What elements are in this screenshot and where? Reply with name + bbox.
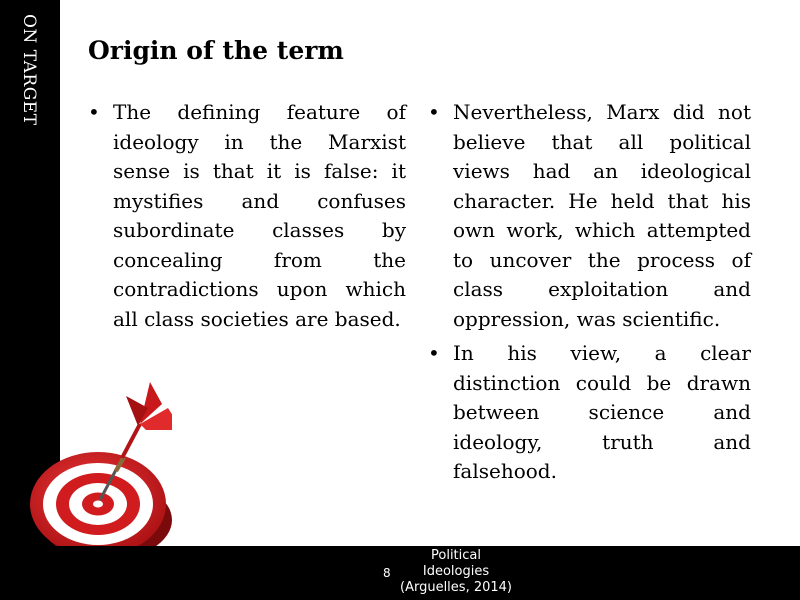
bullet-item [428, 339, 751, 487]
footer-line: Ideologies [422, 564, 490, 579]
slide-title: Origin of the term [88, 36, 344, 65]
right-column [428, 98, 751, 492]
bullet-text: The defining feature of ideology in the Marxist sense is that it is false: it mystifies and confuses subordinate classes by concealing from the contradictions upon which all class societies are based. [113, 100, 406, 331]
bullet-marker: • [428, 341, 440, 365]
bullet-marker: • [88, 100, 100, 124]
target-board [30, 452, 172, 558]
footer-line: Political [431, 548, 481, 563]
footer-bar [0, 546, 800, 600]
bullet-item [428, 98, 751, 334]
sidebar-label: ON TARGET [19, 14, 39, 126]
dart-target-icon [22, 378, 172, 558]
bullet-text: In his view, a clear distinction could be drawn between science and ideology, truth and falsehood. [453, 341, 751, 483]
left-column [88, 98, 406, 339]
page-number: 8 [383, 566, 391, 580]
bullet-text: Nevertheless, Marx did not believe that all political views had an ideological character. He held that his own work, which attempted to uncover the process of class exploitation and oppression, was scientific. [453, 100, 751, 331]
bullet-item [88, 98, 406, 334]
bullet-marker: • [428, 100, 440, 124]
footer-line: (Arguelles, 2014) [400, 580, 512, 595]
footer-citation [396, 548, 516, 596]
